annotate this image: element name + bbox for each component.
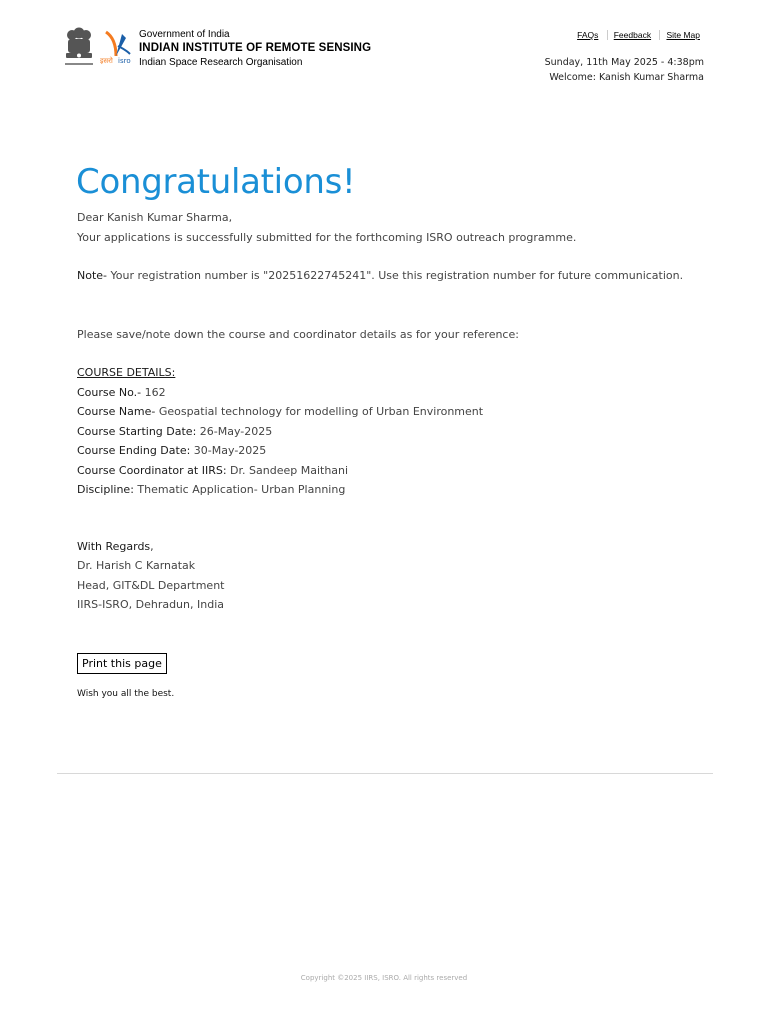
course-coordinator: Course Coordinator at IIRS: Dr. Sandeep Maithani: [77, 463, 349, 477]
svg-text:इसरो: इसरो: [100, 57, 113, 65]
footer-divider: [57, 773, 713, 774]
welcome-user: Welcome: Kanish Kumar Sharma: [549, 72, 704, 83]
course-discipline: Discipline: Thematic Application- Urban Planning: [77, 483, 346, 496]
current-datetime: Sunday, 11th May 2025 - 4:38pm: [544, 57, 704, 68]
confirmation-content: [77, 160, 717, 615]
institute-name: INDIAN INSTITUTE OF REMOTE SENSING: [139, 42, 372, 54]
signature-title: Head, GIT&DL Department: [77, 578, 225, 592]
national-emblem-logo: [62, 26, 96, 72]
salutation: Dear Kanish Kumar Sharma,: [77, 211, 233, 224]
signature-location: IIRS-ISRO, Dehradun, India: [77, 598, 224, 611]
course-name: Course Name- Geospatial technology for modelling of Urban Environment: [77, 405, 484, 418]
regards-line: With Regards,: [77, 539, 154, 553]
svg-text:isro: isro: [118, 57, 131, 65]
registration-note: [77, 266, 717, 286]
organisation-block: [139, 28, 371, 70]
note-text: Your registration number is "20251622745241". Use this registration number for future communication.: [107, 269, 684, 282]
signature-name: Dr. Harish C Karnatak: [77, 559, 196, 572]
faqs-link[interactable]: FAQs: [577, 30, 599, 40]
submitted-message: Your applications is successfully submitted for the forthcoming ISRO outreach programme.: [77, 230, 577, 244]
wish-message: Wish you all the best.: [77, 689, 175, 699]
copyright-footer: Copyright ©2025 IIRS, ISRO. All rights reserved: [300, 974, 468, 982]
course-start-date: Course Starting Date: 26-May-2025: [77, 424, 273, 438]
feedback-link[interactable]: Feedback: [607, 30, 657, 40]
org-line: Indian Space Research Organisation: [139, 57, 303, 68]
print-page-button[interactable]: Print this page: [77, 653, 167, 674]
isro-logo: [96, 28, 136, 68]
save-message: Please save/note down the course and coordinator details as for your reference:: [77, 327, 519, 341]
sitemap-link[interactable]: Site Map: [659, 30, 700, 40]
course-number: Course No.- 162: [77, 385, 166, 399]
datetime-block: [545, 55, 704, 85]
course-details-heading: COURSE DETAILS:: [77, 366, 176, 379]
course-end-date: Course Ending Date: 30-May-2025: [77, 444, 267, 457]
gov-line: Government of India: [139, 29, 230, 40]
top-links: [577, 30, 700, 40]
page-title: Congratulations!: [76, 162, 356, 202]
note-label: Note-: [77, 269, 108, 282]
